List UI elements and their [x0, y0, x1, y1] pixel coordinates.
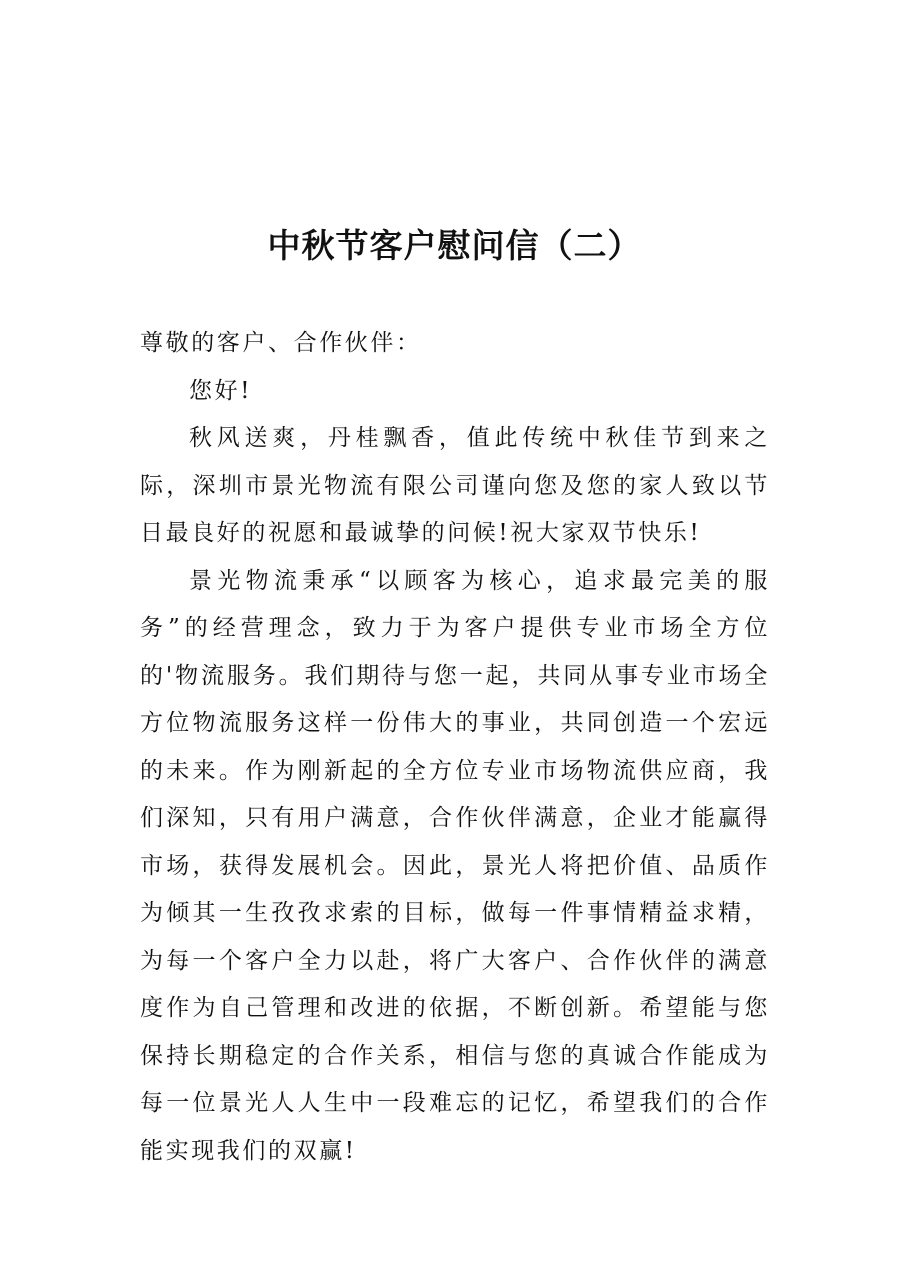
document-title: 中秋节客户慰问信（二）: [267, 226, 642, 265]
paragraph-festival-wishes: 秋风送爽，丹桂飘香，值此传统中秋佳节到来之际，深圳市景光物流有限公司谨向您及您的家人致以节日最良好的祝愿和最诚挚的问候!祝大家双节快乐!: [140, 425, 770, 546]
letter-body: [140, 320, 770, 1175]
salutation: 尊敬的客户、合作伙伴：: [140, 330, 422, 356]
greeting: 您好!: [189, 377, 253, 404]
paragraph-company-philosophy: 景光物流秉承“以顾客为核心，追求最完美的服务”的经营理念，致力于为客户提供专业市场全方位的'物流服务。我们期待与您一起，共同从事专业市场全方位物流服务这样一份伟大的事业，共同创造一个宏远的未来。作为刚新起的全方位专业市场物流供应商，我们深知，只有用户满意，合作伙伴满意，企业才能赢得市场，获得发展机会。因此，景光人将把价值、品质作为倾其一生孜孜求索的目标，做每一件事情精益求精，为每一个客户全力以赴，将广大客户、合作伙伴的满意度作为自己管理和改进的依据，不断创新。希望能与您保持长期稳定的合作关系，相信与您的真诚合作能成为每一位景光人人生中一段难忘的记忆，希望我们的合作能实现我们的双赢!: [140, 567, 770, 1164]
